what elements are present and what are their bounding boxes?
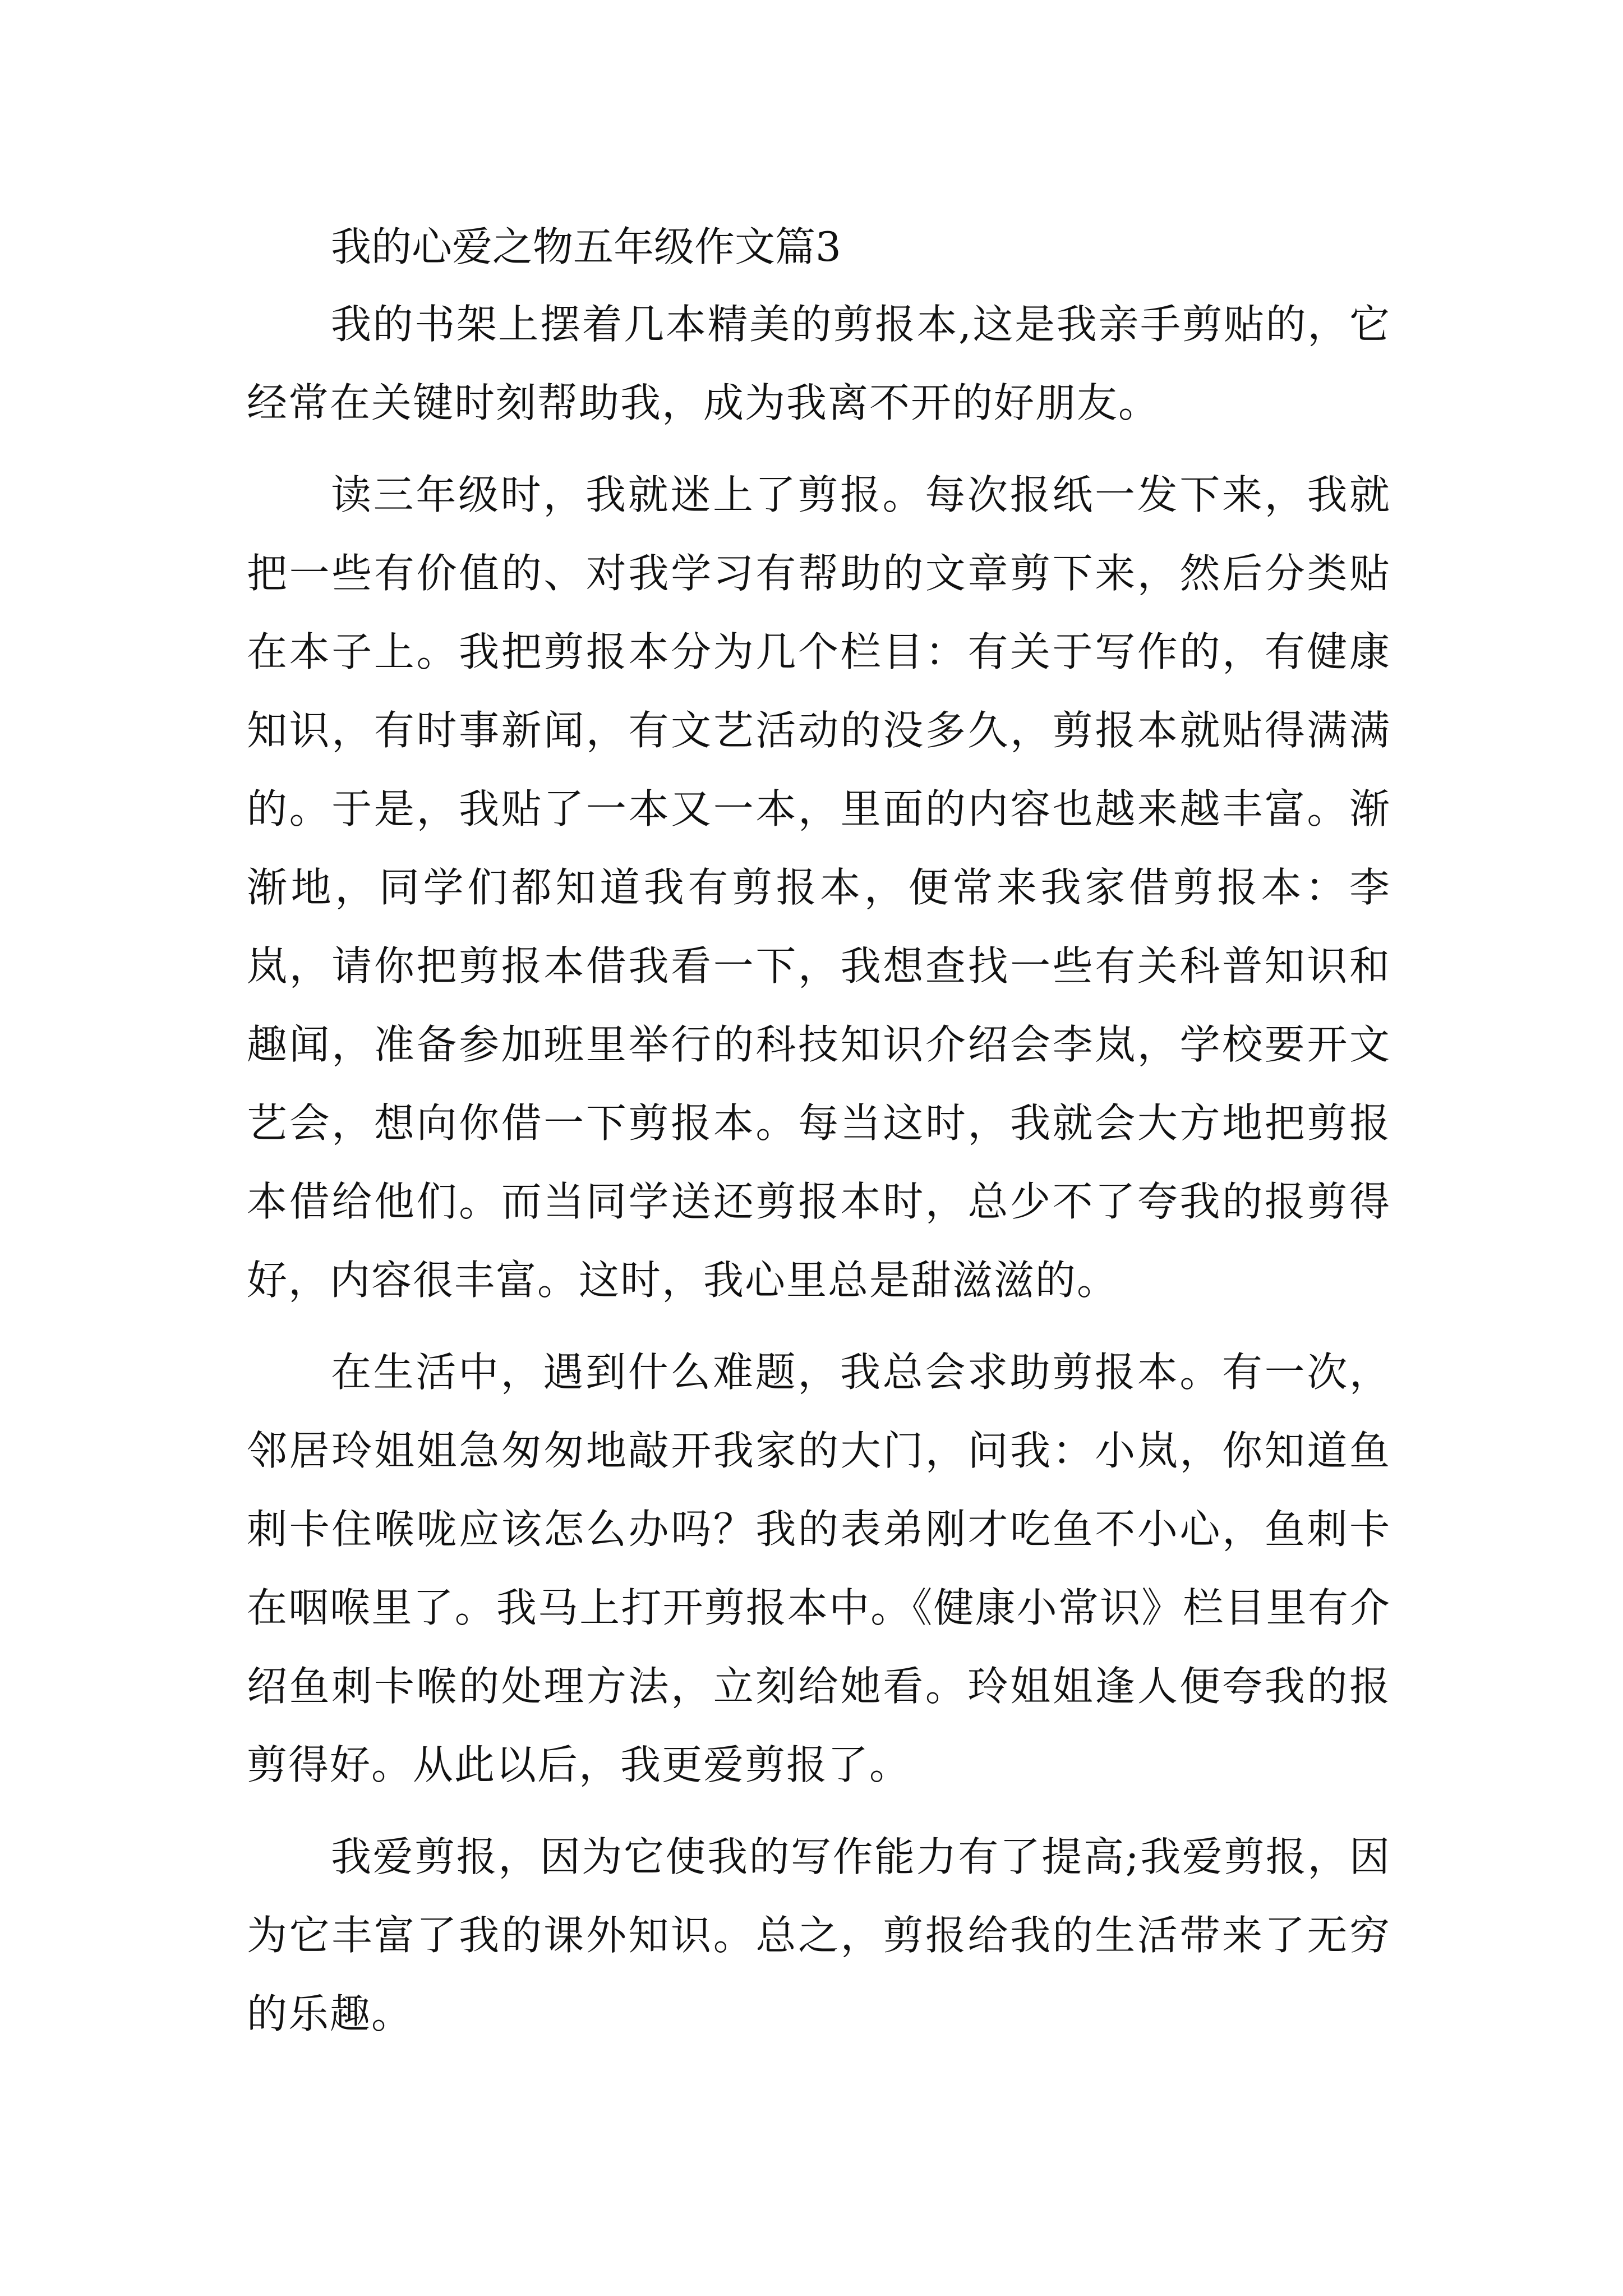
paragraph-2: 读三年级时，我就迷上了剪报。每次报纸一发下来，我就把一些有价值的、对我学习有帮助的文章剪下来，然后分类贴在本子上。我把剪报本分为几个栏目：有关于写作的，有健康知识，有时事新闻，有文艺活动的没多久，剪报本就贴得满满的。于是，我贴了一本又一本，里面的内容也越来越丰富。渐渐地，同学们都知道我有剪报本，便常来我家借剪报本：李岚，请你把剪报本借我看一下，我想查找一些有关科普知识和趣闻，准备参加班里举行的科技知识介绍会李岚，学校要开文艺会，想向你借一下剪报本。每当这时，我就会大方地把剪报本借给他们。而当同学送还剪报本时，总少不了夸我的报剪得好，内容很丰富。这时，我心里总是甜滋滋的。 — [247, 471, 1391, 1304]
paragraph-4: 我爱剪报，因为它使我的写作能力有了提高;我爱剪报，因为它丰富了我的课外知识。总之，剪报给我的生活带来了无穷的乐趣。 — [247, 1833, 1391, 2037]
paragraph-3: 在生活中，遇到什么难题，我总会求助剪报本。有一次，邻居玲姐姐急匆匆地敲开我家的大门，问我：小岚，你知道鱼刺卡住喉咙应该怎么办吗？我的表弟刚才吃鱼不小心，鱼刺卡在咽喉里了。我马上打开剪报本中。《健康小常识》栏目里有介绍鱼刺卡喉的处理方法，立刻给她看。玲姐姐逢人便夸我的报剪得好。从此以后，我更爱剪报了。 — [247, 1349, 1391, 1788]
document-body — [247, 209, 1391, 2067]
document-title: 我的心爱之物五年级作文篇3 — [331, 223, 841, 270]
paragraph-1: 我的书架上摆着几本精美的剪报本,这是我亲手剪贴的，它经常在关键时刻帮助我，成为我离不开的好朋友。 — [247, 301, 1391, 426]
